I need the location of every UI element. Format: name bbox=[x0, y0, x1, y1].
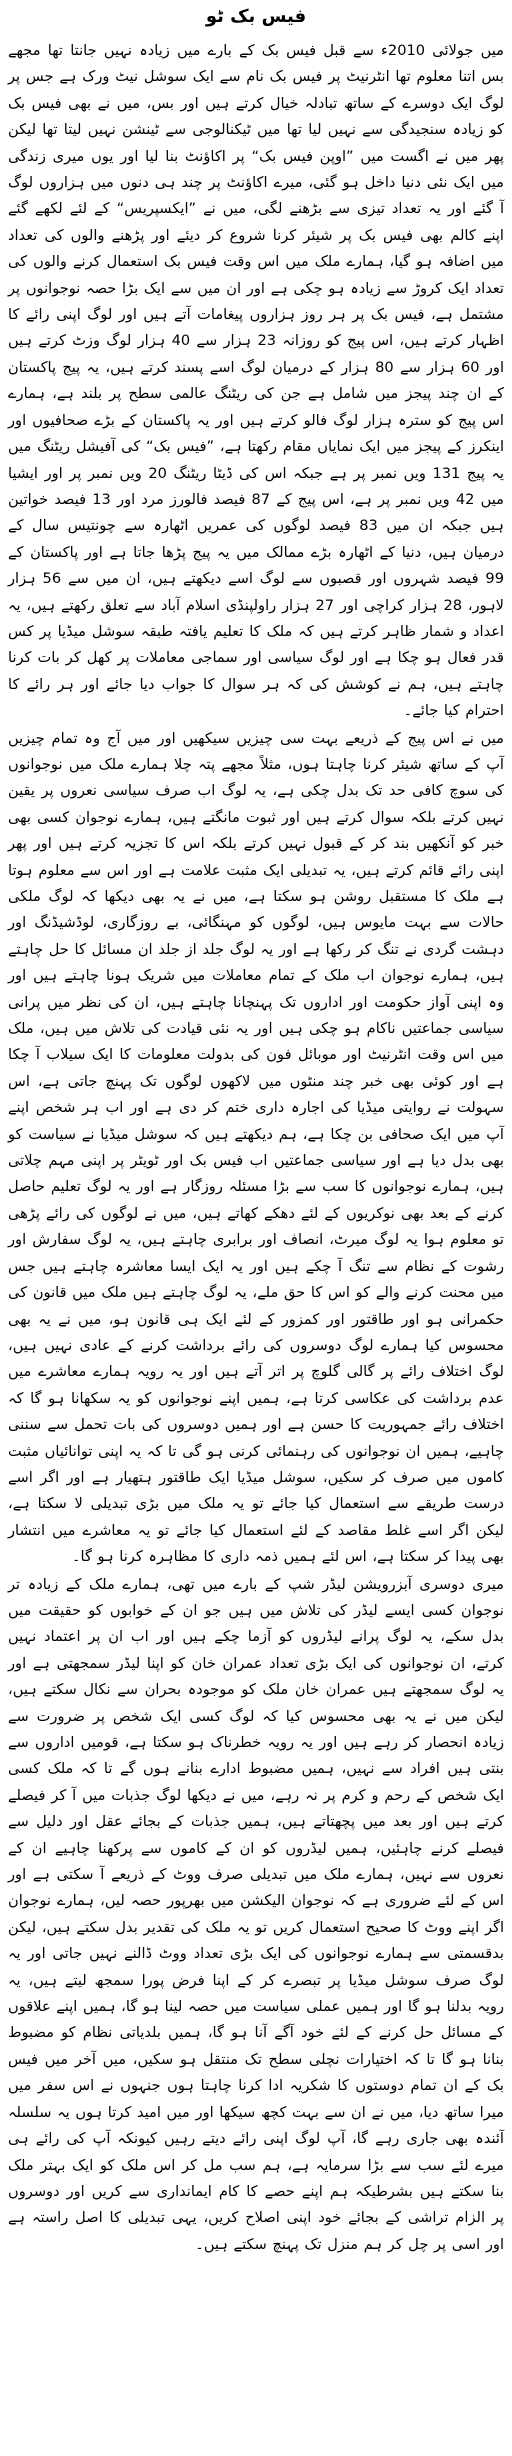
article-headline: فیس بک ٹو bbox=[205, 6, 307, 27]
article-paragraph-3: میری دوسری آبزرویشن لیڈر شپ کے بارے میں تھی، ہمارے ملک کے زیادہ تر نوجوان کسی ایسے لیڈر کی تلاش میں ہیں جو ان کے خوابوں کو حقیقت میں بدل سکے، یہ لوگ پرانے لیڈروں کو آزما چکے ہیں اور اب ان پر اعتماد نہیں کرتے، ان نوجوانوں کی ایک بڑی تعداد عمران خان کو اپنا لیڈر سمجھتی ہے اور یہ لوگ سمجھتے ہیں عمران خان ملک کو موجودہ بحران سے نکال سکتے ہیں، لیکن میں نے یہ بھی محسوس کیا کہ لوگ کسی ایک شخص پر ضرورت سے زیادہ انحصار کر رہے ہیں اور یہ رویہ خطرناک ہو سکتا ہے، قومیں اداروں سے بنتی ہیں افراد سے نہیں، ہمیں مضبوط ادارے بنانے ہوں گے تا کہ ملک کسی ایک شخص کے رحم و کرم پر نہ رہے، میں نے دیکھا لوگ جذبات میں آ کر فیصلے کرتے ہیں اور بعد میں پچھتاتے ہیں، ہمیں جذبات کے بجائے عقل اور دلیل سے فیصلے کرنے چاہئیں، ہمیں لیڈروں کو ان کے کاموں سے پرکھنا چاہیے ان کے نعروں سے نہیں، ہمارے ملک میں تبدیلی صرف ووٹ کے ذریعے آ سکتی ہے اور اس کے لئے ضروری ہے کہ نوجوان الیکشن میں بھرپور حصہ لیں، ہمارے نوجوان اگر اپنے ووٹ کا صحیح استعمال کریں تو یہ ملک کی تقدیر بدل سکتے ہیں، لیکن بدقسمتی سے ہمارے نوجوانوں کی ایک بڑی تعداد ووٹ ڈالنے نہیں جاتی اور یہ لوگ صرف سوشل میڈیا پر تبصرے کر کے اپنا فرض پورا سمجھ لیتے ہیں، یہ رویہ بدلنا ہو گا اور ہمیں عملی سیاست میں حصہ لینا ہو گا، ہمیں اپنے علاقوں کے مسائل حل کرنے کے لئے خود آگے آنا ہو گا، ہمیں بلدیاتی نظام کو مضبوط بنانا ہو گا تا کہ اختیارات نچلی سطح تک منتقل ہو سکیں، میں آخر میں فیس بک کے ان تمام دوستوں کا شکریہ ادا کرنا چاہتا ہوں جنہوں نے اس سفر میں میرا ساتھ دیا، میں نے ان سے بہت کچھ سیکھا اور میں امید کرتا ہوں یہ سلسلہ آئندہ بھی جاری رہے گا، آپ لوگ اپنی رائے دیتے رہیں کیونکہ آپ کی رائے ہی میرے لئے سب سے بڑا سرمایہ ہے، ہم سب مل کر اس ملک کو ایک بہتر ملک بنا سکتے ہیں بشرطیکہ ہم اپنے حصے کا کام ایمانداری سے کریں اور دوسروں پر الزام تراشی کے بجائے خود اپنی اصلاح کریں، یہی تبدیلی کا اصل راستہ ہے اور اسی پر چل کر ہم منزل تک پہنچ سکتے ہیں۔ bbox=[8, 1575, 504, 2253]
article-paragraph-1: میں جولائی 2010ء سے قبل فیس بک کے بارے میں زیادہ نہیں جانتا تھا مجھے بس اتنا معلوم تھا انٹرنیٹ پر فیس بک نام سے ایک سوشل نیٹ ورک ہے جس پر لوگ ایک دوسرے کے ساتھ تبادلہ خیال کرتے ہیں اور بس، میں نے بھی فیس بک کو زیادہ سنجیدگی سے نہیں لیا تھا میں ٹیکنالوجی سے ٹینشن نہیں لیتا تھا لیکن پھر میں نے اگست میں ”اوپن فیس بک“ پر اکاؤنٹ بنا لیا اور یوں میری زندگی میں ایک نئی دنیا داخل ہو گئی، میرے اکاؤنٹ پر چند ہی دنوں میں ہزاروں لوگ آ گئے اور یہ تعداد تیزی سے بڑھنے لگی، میں نے ”ایکسپریس“ کے لئے لکھے گئے اپنے کالم بھی فیس بک پر شیئر کرنا شروع کر دیئے اور پڑھنے والوں کی تعداد میں اضافہ ہو گیا، ہمارے ملک میں اس وقت فیس بک استعمال کرنے والوں کی تعداد ایک کروڑ سے زیادہ ہو چکی ہے اور ان میں سے ایک بڑا حصہ نوجوانوں پر مشتمل ہے، فیس بک پر ہر روز ہزاروں پیغامات آتے ہیں اور لوگ اپنی رائے کا اظہار کرتے ہیں، اس پیج کو روزانہ 23 ہزار سے 40 ہزار لوگ وزٹ کرتے ہیں اور 60 ہزار سے 80 ہزار کے درمیان لوگ اسے پسند کرتے ہیں، یہ پیج پاکستان کے ان چند پیجز میں شامل ہے جن کی ریٹنگ عالمی سطح پر بلند ہے، ہمارے اس پیج کو سترہ ہزار لوگ فالو کرتے ہیں اور یہ پاکستان کے بڑے صحافیوں اور اینکرز کے پیجز میں ایک نمایاں مقام رکھتا ہے، ”فیس بک“ کی آفیشل ریٹنگ میں یہ پیج 131 ویں نمبر پر ہے جبکہ اس کی ڈیٹا ریٹنگ 20 ویں نمبر پر اور ایشیا میں 42 ویں نمبر پر ہے، اس پیج کے 87 فیصد فالورز مرد اور 13 فیصد خواتین ہیں جبکہ ان میں 83 فیصد لوگوں کی عمریں اٹھارہ سے چونتیس سال کے درمیان ہیں، دنیا کے اٹھارہ بڑے ممالک میں یہ پیج پڑھا جاتا ہے اور پاکستان کے 99 فیصد شہروں اور قصبوں سے لوگ اسے دیکھتے ہیں، ان میں سے 56 ہزار لاہور، 28 ہزار کراچی اور 27 ہزار راولپنڈی اسلام آباد سے تعلق رکھتے ہیں، یہ اعداد و شمار ظاہر کرتے ہیں کہ ملک کا تعلیم یافتہ طبقہ سوشل میڈیا پر کس قدر فعال ہو چکا ہے اور لوگ سیاسی اور سماجی معاملات پر کھل کر بات کرنا چاہتے ہیں، ہم نے کوشش کی کہ ہر سوال کا جواب دیا جائے اور ہر رائے کا احترام کیا جائے۔ bbox=[8, 42, 505, 720]
article-body bbox=[8, 38, 504, 2258]
article-paragraph-2: میں نے اس پیج کے ذریعے بہت سی چیزیں سیکھیں اور میں آج وہ تمام چیزیں آپ کے ساتھ شیئر کرنا چاہتا ہوں، مثلاً مجھے پتہ چلا ہمارے ملک میں نوجوانوں کی سوچ کافی حد تک بدل چکی ہے، یہ لوگ اب صرف سیاسی نعروں پر یقین نہیں کرتے بلکہ سوال کرتے ہیں اور ثبوت مانگتے ہیں، ہمارے نوجوان کسی بھی خبر کو آنکھیں بند کر کے قبول نہیں کرتے بلکہ اس کا تجزیہ کرتے ہیں اور پھر اپنی رائے قائم کرتے ہیں، یہ تبدیلی ایک مثبت علامت ہے اور اس سے معلوم ہوتا ہے ملک کا مستقبل روشن ہو سکتا ہے، میں نے یہ بھی دیکھا کہ لوگ ملکی حالات سے بہت مایوس ہیں، لوگوں کو مہنگائی، بے روزگاری، لوڈشیڈنگ اور دہشت گردی نے تنگ کر رکھا ہے اور یہ لوگ جلد از جلد ان مسائل کا حل چاہتے ہیں، ہمارے نوجوان اب ملک کے تمام معاملات میں شریک ہونا چاہتے ہیں اور وہ اپنی آواز حکومت اور اداروں تک پہنچانا چاہتے ہیں، ان کی نظر میں پرانی سیاسی جماعتیں ناکام ہو چکی ہیں اور یہ نئی قیادت کی تلاش میں ہیں، ملک میں اس وقت انٹرنیٹ اور موبائل فون کی بدولت معلومات کا ایک سیلاب آ چکا ہے اور کوئی بھی خبر چند منٹوں میں لاکھوں لوگوں تک پہنچ جاتی ہے، اس سہولت نے روایتی میڈیا کی اجارہ داری ختم کر دی ہے اور اب ہر شخص اپنے آپ میں ایک صحافی بن چکا ہے، ہم دیکھتے ہیں کہ سوشل میڈیا نے سیاست کو بھی بدل دیا ہے اور سیاسی جماعتیں اب فیس بک اور ٹویٹر پر اپنی مہم چلاتی ہیں، ہمارے نوجوانوں کا سب سے بڑا مسئلہ روزگار ہے اور یہ لوگ تعلیم حاصل کرنے کے بعد بھی نوکریوں کے لئے دھکے کھاتے ہیں، میں نے لوگوں کی رائے پڑھی تو معلوم ہوا یہ لوگ میرٹ، انصاف اور برابری چاہتے ہیں، یہ لوگ سفارش اور رشوت کے نظام سے تنگ آ چکے ہیں اور یہ ایک ایسا معاشرہ چاہتے ہیں جس میں محنت کرنے والے کو اس کا حق ملے، یہ لوگ چاہتے ہیں ملک میں قانون کی حکمرانی ہو اور طاقتور اور کمزور کے لئے ایک ہی قانون ہو، میں نے یہ بھی محسوس کیا ہمارے لوگ دوسروں کی رائے برداشت کرنے کے عادی نہیں ہیں، لوگ اختلاف رائے پر گالی گلوچ پر اتر آتے ہیں اور یہ رویہ ہمارے معاشرے میں عدم برداشت کی عکاسی کرتا ہے، ہمیں اپنے نوجوانوں کو یہ سکھانا ہو گا کہ اختلاف رائے جمہوریت کا حسن ہے اور ہمیں دوسروں کی بات تحمل سے سننی چاہیے، ہمیں ان نوجوانوں کی رہنمائی کرنی ہو گی تا کہ یہ اپنی توانائیاں مثبت کاموں میں صرف کر سکیں، سوشل میڈیا ایک طاقتور ہتھیار ہے اور اگر اسے درست طریقے سے استعمال کیا جائے تو یہ ملک میں بڑی تبدیلی لا سکتا ہے، لیکن اگر اسے غلط مقاصد کے لئے استعمال کیا جائے تو یہ معاشرے میں انتشار بھی پیدا کر سکتا ہے، اس لئے ہمیں ذمہ داری کا مظاہرہ کرنا ہو گا۔ bbox=[8, 729, 504, 1566]
